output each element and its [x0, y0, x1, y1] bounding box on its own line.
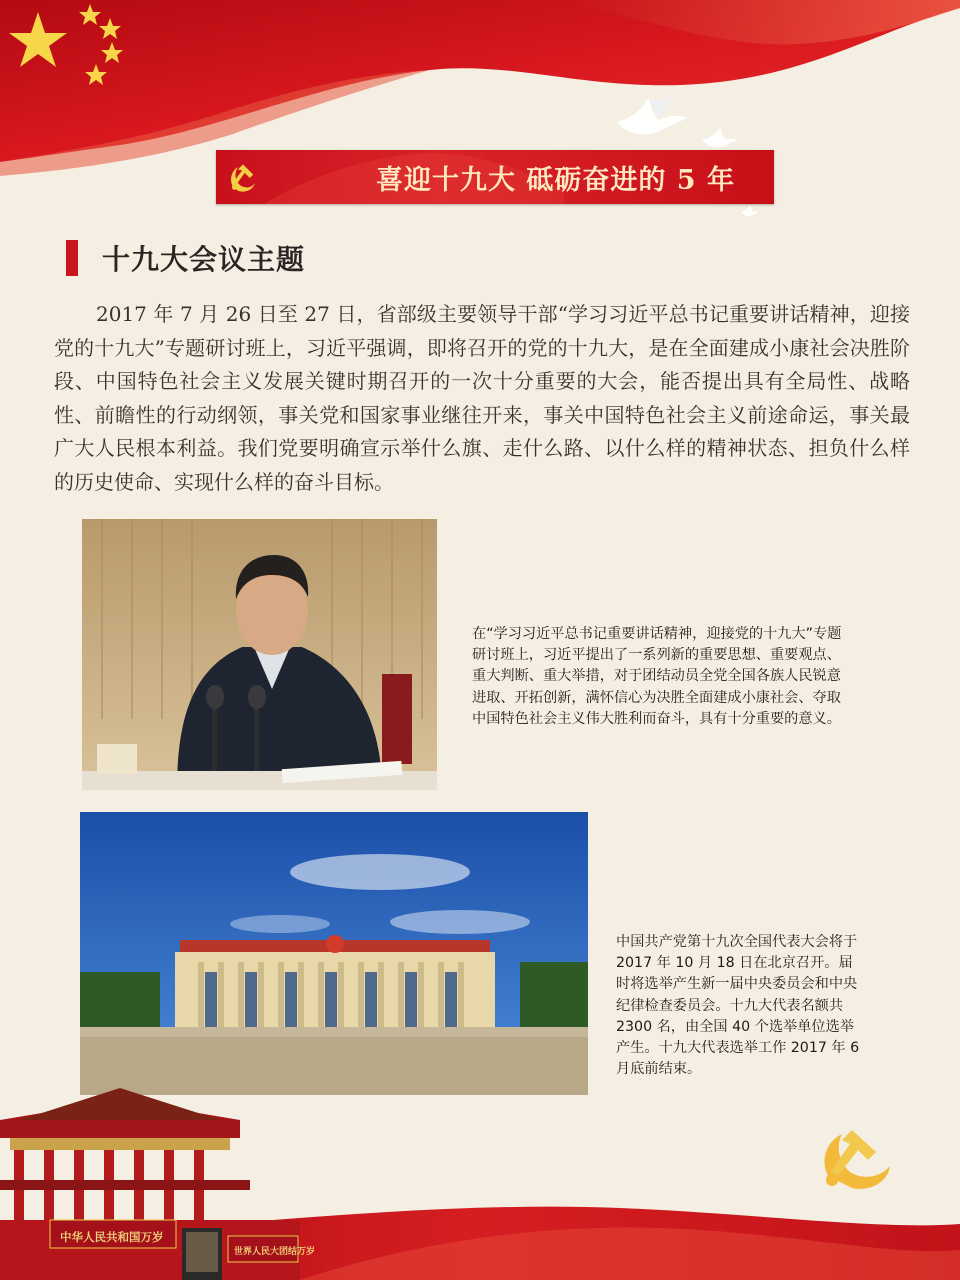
- meeting-photo: [82, 519, 437, 790]
- body-paragraph: 2017 年 7 月 26 日至 27 日，省部级主要领导干部“学习习近平总书记重要讲话精神，迎接党的十九大”专题研讨班上，习近平强调，即将召开的党的十九大，是在全面建成小康社会决胜阶段、中国特色社会主义发展关键时期召开的一次十分重要的大会，能否提出具有全局性、战略性、前瞻性的行动纲领，事关党和国家事业继往开来，事关中国特色社会主义前途命运，事关最广大人民根本利益。我们党要明确宣示举什么旗、走什么路、以什么样的精神状态、担负什么样的历史使命、实现什么样的奋斗目标。: [54, 302, 910, 494]
- meeting-photo-caption: 在“学习习近平总书记重要讲话精神，迎接党的十九大”专题研讨班上，习近平提出了一系列新的重要思想、重要观点、重大判断、重大举措，对于团结动员全党全国各族人民锐意进取、开拓创新，满怀信心为决胜全面建成小康社会、夺取中国特色社会主义伟大胜利而奋斗，具有十分重要的意义。: [472, 626, 842, 727]
- party-emblem-icon: [824, 1130, 890, 1189]
- dove-icon: [612, 92, 692, 142]
- great-hall-photo: [80, 812, 588, 1095]
- section-heading-text: 十九大会议主题: [102, 243, 306, 276]
- bottom-decoration: [0, 1080, 960, 1280]
- title-banner: [216, 150, 774, 204]
- great-hall-caption: 中国共产党第十九次全国代表大会将于 2017 年 10 月 18 日在北京召开。届时将选举产生新一届中央委员会和中央纪律检查委员会。十九大代表名额共 2300 名，由全国 40 个选举单位选举产生。十九大代表选举工作 2017 年 6 月底前结束。: [616, 934, 860, 1078]
- tiananmen-sign-left: 中华人民共和国万岁: [60, 1230, 164, 1244]
- tiananmen-sign-right: 世界人民大团结万岁: [234, 1247, 316, 1257]
- heading-marker: [66, 240, 78, 276]
- dove-icon: [740, 204, 760, 218]
- party-emblem-icon: [226, 161, 260, 195]
- dove-icon: [700, 126, 740, 150]
- banner-title: 喜迎十九大 砥砺奋进的 5 年: [376, 165, 735, 196]
